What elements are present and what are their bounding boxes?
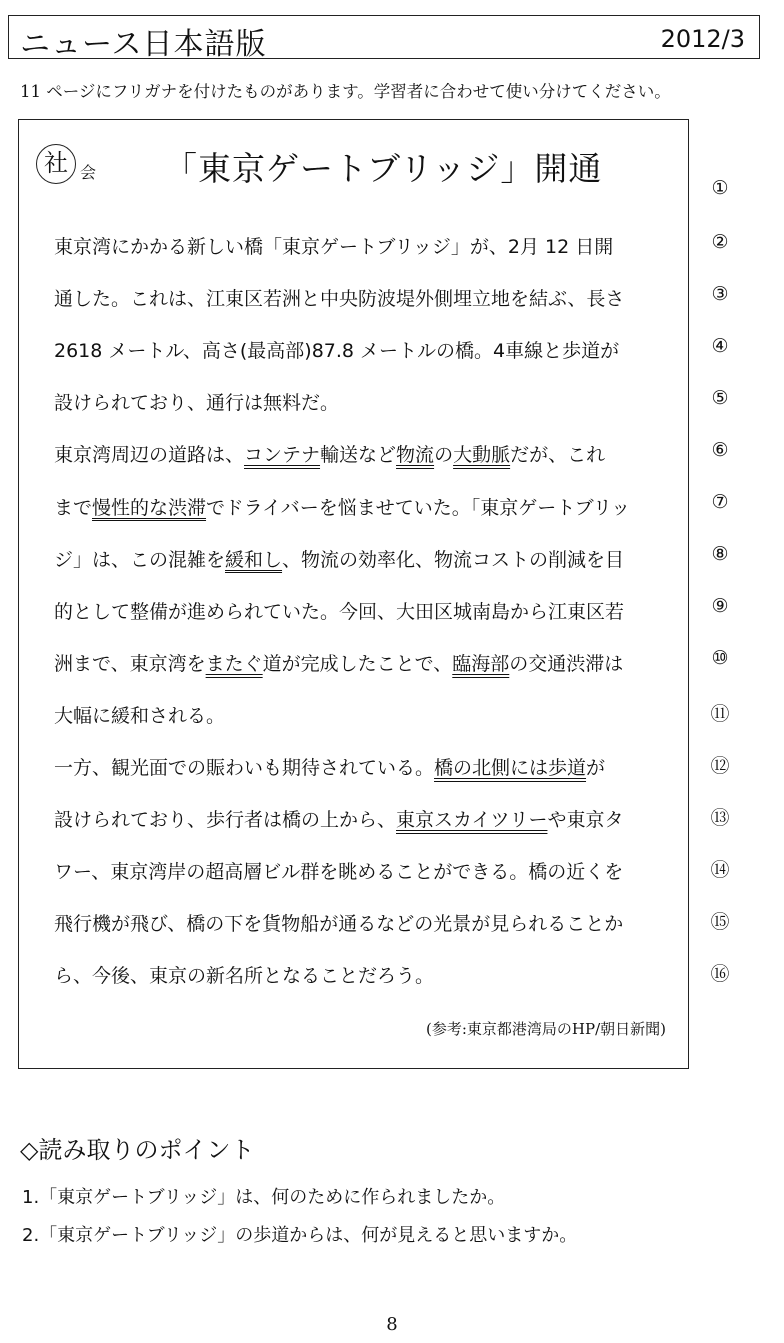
article-line: [54, 388, 680, 418]
line-number: ⑮: [710, 911, 730, 933]
text-segment: 大幅に緩和される。: [54, 704, 226, 727]
line-number: ⑧: [711, 543, 729, 565]
line-number: ⑭: [710, 859, 730, 881]
text-segment: 通した。これは、江東区若洲と中央防波堤外側埋立地を結ぶ、長さ: [54, 288, 625, 311]
text-segment: 飛行機が飛び、橋の下を貨物船が通るなどの光景が見られることか: [54, 913, 624, 936]
text-segment: ら、今後、東京の新名所となることだろう。: [54, 965, 435, 988]
line-number: ⑦: [711, 491, 729, 513]
subject-suffix: 会: [80, 163, 97, 182]
article-source: (参考:東京都港湾局のHP/朝日新聞): [426, 1020, 666, 1038]
article-line: [54, 597, 680, 627]
line-number: ⑯: [710, 963, 730, 985]
article-line: [54, 440, 680, 470]
underlined-term: コンテナ: [244, 444, 321, 467]
underlined-term: 物流: [396, 444, 435, 467]
article-line: [54, 857, 680, 887]
underlined-term: またぐ: [205, 652, 263, 675]
article-line: [54, 909, 680, 939]
text-segment: の交通渋滞は: [509, 652, 624, 675]
text-segment: 2618 メートル、高さ(最高部)87.8 メートルの橋。4車線と歩道が: [54, 340, 620, 363]
text-segment: の: [434, 444, 454, 467]
text-segment: が: [586, 757, 606, 779]
header-date: 2012/3: [660, 25, 745, 53]
article-line: [54, 961, 680, 991]
underlined-term: 臨海部: [452, 652, 510, 675]
text-segment: 東京湾周辺の道路は、: [54, 444, 245, 467]
text-segment: 設けられており、通行は無料だ。: [54, 392, 340, 415]
text-segment: 輸送など: [320, 444, 397, 467]
article-line: [54, 805, 680, 835]
text-segment: 道が完成したことで、: [262, 652, 453, 675]
line-number: ⑩: [711, 647, 729, 669]
reading-points-heading: ◇読み取りのポイント: [20, 1136, 255, 1164]
underlined-term: 大動脈: [453, 444, 511, 467]
line-number: ⑬: [710, 807, 730, 829]
text-segment: 洲まで、東京湾を: [54, 652, 206, 675]
article-line: [54, 701, 680, 731]
line-number: ①: [711, 177, 729, 199]
text-segment: ワー、東京湾岸の超高層ビル群を眺めることができる。橋の近くを: [54, 861, 624, 884]
underlined-term: 緩和し: [225, 548, 283, 571]
underlined-term: 東京スカイツリー: [396, 809, 548, 832]
question-1: 1.「東京ゲートブリッジ」は、何のために作られましたか。: [22, 1187, 506, 1208]
text-segment: 設けられており、歩行者は橋の上から、: [54, 809, 397, 832]
text-segment: 的として整備が進められていた。今回、大田区城南島から江東区若: [54, 600, 625, 623]
article-line: [54, 284, 680, 314]
article-line: [54, 753, 680, 783]
article-line: [54, 232, 680, 262]
header-box: [8, 15, 760, 62]
page-number: 8: [386, 1314, 398, 1335]
line-number: ⑤: [711, 387, 729, 409]
text-segment: でドライバーを悩ませていた。「東京ゲートブリッ: [206, 496, 631, 519]
header-title: ニュース日本語版: [20, 27, 267, 62]
line-number: ⑪: [710, 703, 730, 725]
line-number: ⑨: [711, 595, 729, 617]
article-line: [54, 336, 680, 366]
line-number: ②: [711, 231, 729, 253]
text-segment: 、物流の効率化、物流コストの削減を目: [282, 548, 625, 571]
text-segment: だが、これ: [510, 444, 606, 467]
line-number: ⑥: [711, 439, 729, 461]
article-line: [54, 545, 680, 575]
text-segment: まで: [54, 496, 93, 519]
text-segment: 東京湾にかかる新しい橋「東京ゲートブリッジ」が、2月 12 日開: [54, 236, 614, 258]
line-number: ③: [711, 283, 729, 305]
line-number: ④: [711, 335, 729, 357]
article-line: [54, 649, 680, 679]
article-box: [18, 119, 689, 1069]
text-segment: 一方、観光面での賑わいも期待されている。: [54, 757, 435, 779]
subject-badge: 社: [36, 144, 76, 184]
line-number: ⑫: [710, 755, 730, 777]
text-segment: や東京タ: [547, 809, 624, 832]
article-line: [54, 493, 680, 523]
question-2: 2.「東京ゲートブリッジ」の歩道からは、何が見えると思いますか。: [22, 1225, 578, 1246]
underlined-term: 慢性的な渋滞: [92, 496, 207, 519]
text-segment: ジ」は、この混雑を: [54, 548, 226, 571]
article-title: 「東京ゲートブリッジ」開通: [164, 149, 603, 188]
furigana-note: 11 ページにフリガナを付けたものがあります。学習者に合わせて使い分けてください。: [20, 82, 671, 101]
underlined-term: 橋の北側には歩道: [434, 757, 587, 779]
